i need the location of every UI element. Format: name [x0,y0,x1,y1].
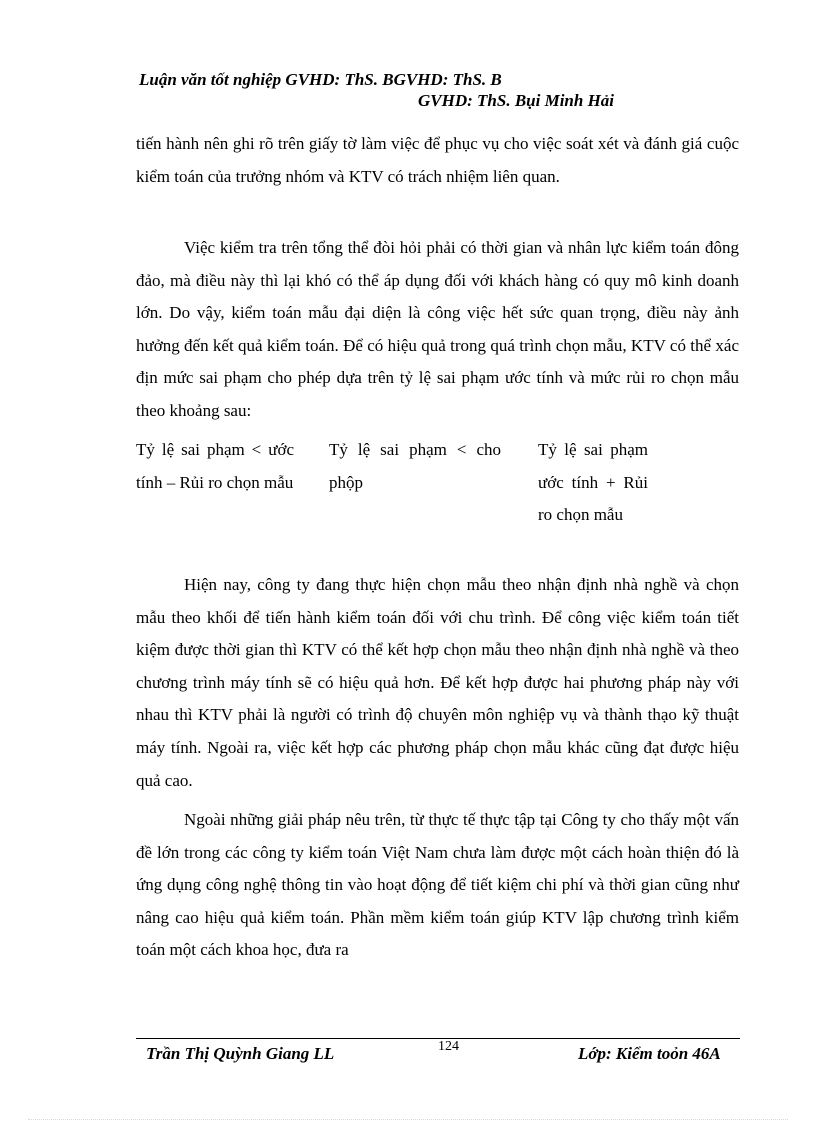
paragraph-1: tiến hành nên ghi rõ trên giấy tờ làm việc để phục vụ cho việc soát xét và đánh giá cuộc kiểm toán của trưởng nhóm và KTV có trách nhiệm liên quan. [136,134,739,186]
formula-middle-term: Tỷ lệ sai phạm < cho phộp [329,440,501,492]
header-supervisor-line: GVHD: ThS. Bụi Minh Hải [418,91,615,110]
footer-class: Lớp: Kiểm toỏn 46A [578,1044,721,1063]
footer-page-number: 124 [438,1039,459,1054]
paragraph-3: Hiện nay, công ty đang thực hiện chọn mẫu theo nhận định nhà nghề và chọn mẫu theo khối để tiến hành kiểm toán đối với chu trình. Để công việc kiểm toán tiết kiệm được thời gian thì KTV có thể kết hợp chọn mẫu theo nhận định nhà nghề và theo chương trình máy tính sẽ có hiệu quả hơn. Để kết hợp được hai phương pháp này với nhau thì KTV phải là người có trình độ chuyên môn nghiệp vụ và thành thạo kỹ thuật máy tính. Ngoài ra, việc kết hợp các phương pháp chọn mẫu khác cũng đạt được hiệu quả cao. [136,575,739,790]
paragraph-2: Việc kiểm tra trên tổng thể đòi hỏi phải có thời gian và nhân lực kiểm toán đông đảo, mà điều này thì lại khó có thể áp dụng đối với khách hàng có quy mô kinh doanh lớn. Do vậy, kiểm toán mẫu đại diện là công việc hết sức quan trọng, điều này ảnh hưởng đến kết quả kiểm toán. Để có hiệu quả trong quá trình chọn mẫu, KTV có thể xác địn mức sai phạm cho phép dựa trên tỷ lệ sai phạm ước tính và mức rủi ro chọn mẫu theo khoảng sau: [136,238,739,420]
page-bottom-border [28,1119,788,1120]
header-title-line: Luận văn tốt nghiệp GVHD: ThS. BGVHD: ThS. B [139,70,502,89]
formula-right-term: Tỷ lệ sai phạm ước tính + Rủi ro chọn mẫu [538,440,648,525]
paragraph-4: Ngoài những giải pháp nêu trên, từ thực tế thực tập tại Công ty cho thấy một vấn đề lớn trong các công ty kiểm toán Việt Nam chưa làm được một cách hoàn thiện đó là ứng dụng công nghệ thông tin vào hoạt động để tiết kiệm chi phí và thời gian cũng như nâng cao hiệu quả kiểm toán. Phần mềm kiểm toán giúp KTV lập chương trình kiểm toán một cách khoa học, đưa ra [136,810,739,960]
formula-left-term: Tỷ lệ sai phạm < ước tính – Rủi ro chọn mẫu [136,440,294,492]
footer-author: Trần Thị Quỳnh Giang LL [146,1044,335,1063]
